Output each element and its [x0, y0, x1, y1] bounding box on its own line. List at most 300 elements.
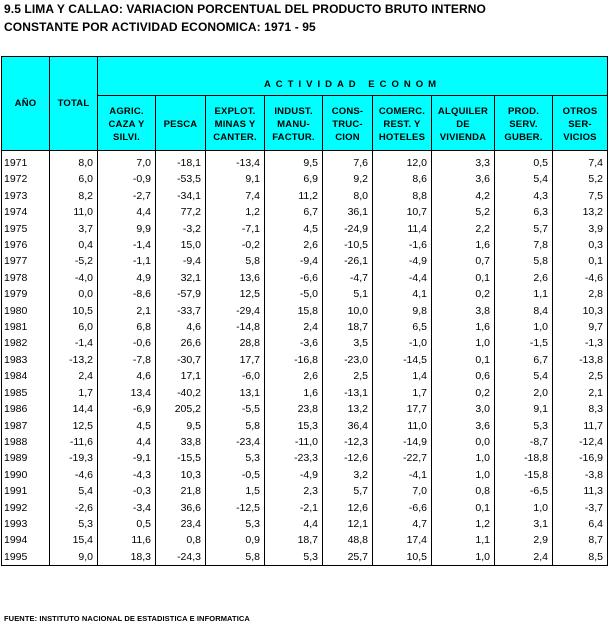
value-cell: 15,4 — [50, 532, 98, 548]
value-cell: 17,7 — [373, 401, 432, 417]
value-cell: -22,7 — [373, 450, 432, 466]
value-cell: 0,1 — [432, 352, 495, 368]
value-cell: -8,7 — [495, 434, 553, 450]
value-cell: 9,1 — [495, 401, 553, 417]
header-activity-column — [98, 96, 156, 151]
header-activity-column — [265, 96, 323, 151]
header-line: SILVI. — [113, 131, 140, 143]
value-cell: 25,7 — [323, 549, 373, 566]
value-cell: 17,7 — [206, 352, 265, 368]
value-cell: 2,4 — [50, 368, 98, 384]
year-cell: 1984 — [2, 368, 50, 384]
value-cell: 4,4 — [98, 204, 156, 220]
value-cell: 9,1 — [206, 171, 265, 187]
value-cell: 3,9 — [553, 221, 608, 237]
value-cell: 4,7 — [373, 516, 432, 532]
value-cell: 13,6 — [206, 270, 265, 286]
value-cell: 11,0 — [373, 418, 432, 434]
value-cell: -9,4 — [156, 253, 206, 269]
year-cell: 1978 — [2, 270, 50, 286]
value-cell: 5,2 — [553, 171, 608, 187]
value-cell: -16,8 — [265, 352, 323, 368]
table-row — [2, 516, 608, 532]
value-cell: 0,8 — [156, 532, 206, 548]
value-cell: -3,8 — [553, 467, 608, 483]
value-cell: -4,6 — [50, 467, 98, 483]
value-cell: -23,0 — [323, 352, 373, 368]
value-cell: 4,4 — [265, 516, 323, 532]
value-cell: 13,1 — [206, 385, 265, 401]
value-cell: 0,4 — [50, 237, 98, 253]
value-cell: -23,3 — [265, 450, 323, 466]
header-line: ALQUILER — [437, 105, 489, 117]
value-cell: 0,8 — [432, 483, 495, 499]
value-cell: -12,5 — [206, 500, 265, 516]
table-row — [2, 151, 608, 172]
value-cell: 5,4 — [50, 483, 98, 499]
value-cell: 0,5 — [98, 516, 156, 532]
year-cell: 1981 — [2, 319, 50, 335]
value-cell: -12,6 — [323, 450, 373, 466]
value-cell: 1,1 — [495, 286, 553, 302]
table-row — [2, 335, 608, 351]
value-cell: 9,2 — [323, 171, 373, 187]
year-cell: 1977 — [2, 253, 50, 269]
value-cell: 3,7 — [50, 221, 98, 237]
value-cell: 0,1 — [432, 500, 495, 516]
value-cell: 5,8 — [495, 253, 553, 269]
value-cell: 7,0 — [373, 483, 432, 499]
year-cell: 1983 — [2, 352, 50, 368]
table-row — [2, 467, 608, 483]
value-cell: -4,1 — [373, 467, 432, 483]
table-row — [2, 171, 608, 187]
value-cell: 7,6 — [323, 151, 373, 172]
value-cell: 3,0 — [432, 401, 495, 417]
value-cell: 7,4 — [206, 188, 265, 204]
value-cell: 6,5 — [373, 319, 432, 335]
header-line: VIVIENDA — [439, 131, 487, 143]
value-cell: 18,7 — [265, 532, 323, 548]
value-cell: -9,1 — [98, 450, 156, 466]
value-cell: 5,3 — [495, 418, 553, 434]
header-line: TRUC- — [332, 118, 363, 130]
header-activity-group: ACTIVIDAD ECONOM — [98, 57, 608, 96]
value-cell: -3,7 — [553, 500, 608, 516]
value-cell: -0,9 — [98, 171, 156, 187]
value-cell: 11,7 — [553, 418, 608, 434]
value-cell: -13,8 — [553, 352, 608, 368]
year-cell: 1986 — [2, 401, 50, 417]
year-cell: 1987 — [2, 418, 50, 434]
table-row — [2, 303, 608, 319]
value-cell: -6,5 — [495, 483, 553, 499]
value-cell: 2,4 — [495, 549, 553, 566]
header-line: CANTER. — [213, 131, 257, 143]
value-cell: -3,4 — [98, 500, 156, 516]
value-cell: 15,8 — [265, 303, 323, 319]
value-cell: 6,9 — [265, 171, 323, 187]
value-cell: 4,6 — [98, 368, 156, 384]
value-cell: -18,1 — [156, 151, 206, 172]
value-cell: 2,5 — [323, 368, 373, 384]
table-row — [2, 286, 608, 302]
value-cell: -24,9 — [323, 221, 373, 237]
value-cell: 23,4 — [156, 516, 206, 532]
header-year: AÑO — [2, 57, 50, 151]
value-cell: 32,1 — [156, 270, 206, 286]
value-cell: -12,4 — [553, 434, 608, 450]
table-row — [2, 319, 608, 335]
value-cell: -23,4 — [206, 434, 265, 450]
header-activity-column — [553, 96, 608, 151]
value-cell: 3,8 — [432, 303, 495, 319]
value-cell: 21,8 — [156, 483, 206, 499]
table-row — [2, 450, 608, 466]
value-cell: -1,4 — [98, 237, 156, 253]
value-cell: -7,8 — [98, 352, 156, 368]
value-cell: 2,1 — [553, 385, 608, 401]
value-cell: 17,1 — [156, 368, 206, 384]
value-cell: -30,7 — [156, 352, 206, 368]
value-cell: 10,5 — [373, 549, 432, 566]
header-line: REST. Y — [383, 118, 421, 130]
value-cell: 10,0 — [323, 303, 373, 319]
value-cell: -4,0 — [50, 270, 98, 286]
value-cell: 5,3 — [206, 450, 265, 466]
header-total: TOTAL — [50, 57, 98, 151]
value-cell: 23,8 — [265, 401, 323, 417]
value-cell: 1,7 — [373, 385, 432, 401]
value-cell: 15,0 — [156, 237, 206, 253]
value-cell: 5,3 — [206, 516, 265, 532]
value-cell: 11,4 — [373, 221, 432, 237]
value-cell: 11,2 — [265, 188, 323, 204]
value-cell: -5,2 — [50, 253, 98, 269]
value-cell: 11,0 — [50, 204, 98, 220]
value-cell: 4,1 — [373, 286, 432, 302]
value-cell: 0,2 — [432, 286, 495, 302]
value-cell: 8,7 — [553, 532, 608, 548]
table-row — [2, 237, 608, 253]
value-cell: -10,5 — [323, 237, 373, 253]
value-cell: 33,8 — [156, 434, 206, 450]
value-cell: -57,9 — [156, 286, 206, 302]
value-cell: 0,5 — [495, 151, 553, 172]
table-title: 9.5 LIMA Y CALLAO: VARIACION PORCENTUAL DEL PRODUCTO BRUTO INTERNO — [4, 2, 486, 16]
header-activity-column — [495, 96, 553, 151]
value-cell: 18,3 — [98, 549, 156, 566]
value-cell: 6,0 — [50, 171, 98, 187]
header-activity-column — [156, 96, 206, 151]
year-cell: 1994 — [2, 532, 50, 548]
year-cell: 1990 — [2, 467, 50, 483]
value-cell: 9,7 — [553, 319, 608, 335]
pbi-variation-table — [1, 56, 608, 566]
header-line: MINAS Y — [214, 118, 256, 130]
header-line: OTROS — [562, 105, 598, 117]
value-cell: 2,0 — [495, 385, 553, 401]
value-cell: 10,3 — [156, 467, 206, 483]
year-cell: 1988 — [2, 434, 50, 450]
header-line: GUBER. — [504, 131, 543, 143]
value-cell: 2,4 — [265, 319, 323, 335]
source-note: FUENTE: INSTITUTO NACIONAL DE ESTADISTICA E INFORMATICA — [4, 614, 250, 623]
value-cell: 2,3 — [265, 483, 323, 499]
value-cell: -4,3 — [98, 467, 156, 483]
value-cell: 3,6 — [432, 171, 495, 187]
value-cell: -24,3 — [156, 549, 206, 566]
value-cell: -2,6 — [50, 500, 98, 516]
value-cell: -0,5 — [206, 467, 265, 483]
value-cell: -6,0 — [206, 368, 265, 384]
value-cell: 12,6 — [323, 500, 373, 516]
value-cell: 11,3 — [553, 483, 608, 499]
header-line: EXPLOT. — [214, 105, 256, 117]
value-cell: 12,5 — [50, 418, 98, 434]
value-cell: -16,9 — [553, 450, 608, 466]
value-cell: -33,7 — [156, 303, 206, 319]
year-cell: 1993 — [2, 516, 50, 532]
year-cell: 1989 — [2, 450, 50, 466]
value-cell: -3,2 — [156, 221, 206, 237]
value-cell: 17,4 — [373, 532, 432, 548]
value-cell: -4,9 — [265, 467, 323, 483]
value-cell: 6,8 — [98, 319, 156, 335]
value-cell: -1,4 — [50, 335, 98, 351]
header-line: COMERC. — [378, 105, 426, 117]
value-cell: 8,6 — [373, 171, 432, 187]
table-row — [2, 500, 608, 516]
value-cell: -19,3 — [50, 450, 98, 466]
year-cell: 1973 — [2, 188, 50, 204]
value-cell: 5,4 — [495, 171, 553, 187]
value-cell: 48,8 — [323, 532, 373, 548]
value-cell: -14,9 — [373, 434, 432, 450]
value-cell: 2,1 — [98, 303, 156, 319]
value-cell: 1,6 — [432, 237, 495, 253]
table-row — [2, 270, 608, 286]
table-row — [2, 549, 608, 566]
year-cell: 1979 — [2, 286, 50, 302]
value-cell: 1,5 — [206, 483, 265, 499]
value-cell: 12,1 — [323, 516, 373, 532]
value-cell: 1,6 — [432, 319, 495, 335]
value-cell: -1,6 — [373, 237, 432, 253]
value-cell: 7,8 — [495, 237, 553, 253]
value-cell: 5,8 — [206, 253, 265, 269]
value-cell: 14,4 — [50, 401, 98, 417]
value-cell: 2,2 — [432, 221, 495, 237]
value-cell: 5,4 — [495, 368, 553, 384]
value-cell: -11,6 — [50, 434, 98, 450]
table-row — [2, 401, 608, 417]
value-cell: -4,4 — [373, 270, 432, 286]
value-cell: 4,5 — [98, 418, 156, 434]
value-cell: 15,3 — [265, 418, 323, 434]
value-cell: 3,3 — [432, 151, 495, 172]
value-cell: 13,2 — [323, 401, 373, 417]
value-cell: 12,0 — [373, 151, 432, 172]
value-cell: 0,3 — [553, 237, 608, 253]
table-row — [2, 532, 608, 548]
value-cell: 5,7 — [323, 483, 373, 499]
year-cell: 1995 — [2, 549, 50, 566]
value-cell: 9,5 — [265, 151, 323, 172]
value-cell: 2,9 — [495, 532, 553, 548]
value-cell: 6,7 — [495, 352, 553, 368]
value-cell: -13,2 — [50, 352, 98, 368]
value-cell: 0,0 — [50, 286, 98, 302]
year-cell: 1971 — [2, 151, 50, 172]
value-cell: 2,8 — [553, 286, 608, 302]
value-cell: 3,1 — [495, 516, 553, 532]
value-cell: 11,6 — [98, 532, 156, 548]
value-cell: -34,1 — [156, 188, 206, 204]
header-line: MANU- — [277, 118, 310, 130]
table-row — [2, 385, 608, 401]
value-cell: -1,3 — [553, 335, 608, 351]
value-cell: 1,0 — [495, 500, 553, 516]
value-cell: 1,0 — [432, 467, 495, 483]
value-cell: 7,4 — [553, 151, 608, 172]
value-cell: -8,6 — [98, 286, 156, 302]
value-cell: 1,0 — [432, 335, 495, 351]
value-cell: 4,4 — [98, 434, 156, 450]
value-cell: -18,8 — [495, 450, 553, 466]
header-line: CAZA Y — [108, 118, 145, 130]
value-cell: -15,5 — [156, 450, 206, 466]
value-cell: 1,6 — [265, 385, 323, 401]
header-activity-column — [206, 96, 265, 151]
year-cell: 1992 — [2, 500, 50, 516]
value-cell: 28,8 — [206, 335, 265, 351]
value-cell: 5,8 — [206, 418, 265, 434]
year-cell: 1976 — [2, 237, 50, 253]
header-line: CONS- — [331, 105, 364, 117]
value-cell: 9,8 — [373, 303, 432, 319]
value-cell: 4,5 — [265, 221, 323, 237]
value-cell: -0,3 — [98, 483, 156, 499]
value-cell: 8,8 — [373, 188, 432, 204]
header-line: SER- — [568, 118, 592, 130]
value-cell: 5,3 — [50, 516, 98, 532]
value-cell: 9,5 — [156, 418, 206, 434]
value-cell: 6,3 — [495, 204, 553, 220]
value-cell: -12,3 — [323, 434, 373, 450]
value-cell: 2,6 — [265, 237, 323, 253]
value-cell: 9,0 — [50, 549, 98, 566]
value-cell: 4,2 — [432, 188, 495, 204]
year-cell: 1974 — [2, 204, 50, 220]
value-cell: -6,6 — [373, 500, 432, 516]
value-cell: 5,1 — [323, 286, 373, 302]
value-cell: 18,7 — [323, 319, 373, 335]
value-cell: -13,1 — [323, 385, 373, 401]
value-cell: -5,0 — [265, 286, 323, 302]
value-cell: 1,2 — [206, 204, 265, 220]
header-line: DE — [456, 118, 470, 130]
table-row — [2, 204, 608, 220]
year-cell: 1982 — [2, 335, 50, 351]
value-cell: -7,1 — [206, 221, 265, 237]
value-cell: -2,7 — [98, 188, 156, 204]
value-cell: 8,0 — [50, 151, 98, 172]
value-cell: 2,6 — [495, 270, 553, 286]
value-cell: 1,1 — [432, 532, 495, 548]
table-row — [2, 221, 608, 237]
value-cell: 5,7 — [495, 221, 553, 237]
table-row — [2, 418, 608, 434]
value-cell: -4,7 — [323, 270, 373, 286]
value-cell: 0,9 — [206, 532, 265, 548]
value-cell: -13,4 — [206, 151, 265, 172]
year-cell: 1991 — [2, 483, 50, 499]
value-cell: 10,7 — [373, 204, 432, 220]
value-cell: 6,4 — [553, 516, 608, 532]
table-row — [2, 188, 608, 204]
value-cell: 36,4 — [323, 418, 373, 434]
value-cell: -14,8 — [206, 319, 265, 335]
header-line: HOTELES — [378, 131, 426, 143]
value-cell: 8,5 — [553, 549, 608, 566]
value-cell: 8,4 — [495, 303, 553, 319]
value-cell: 4,6 — [156, 319, 206, 335]
value-cell: -0,2 — [206, 237, 265, 253]
value-cell: 5,8 — [206, 549, 265, 566]
value-cell: -5,5 — [206, 401, 265, 417]
value-cell: -53,5 — [156, 171, 206, 187]
value-cell: -29,4 — [206, 303, 265, 319]
value-cell: 1,0 — [432, 549, 495, 566]
value-cell: -4,6 — [553, 270, 608, 286]
table-row — [2, 352, 608, 368]
value-cell: 2,6 — [265, 368, 323, 384]
value-cell: -4,9 — [373, 253, 432, 269]
value-cell: 0,1 — [553, 253, 608, 269]
value-cell: 10,5 — [50, 303, 98, 319]
header-line: CION — [335, 131, 360, 143]
value-cell: 4,9 — [98, 270, 156, 286]
header-line: VICIOS — [563, 131, 597, 143]
value-cell: 12,5 — [206, 286, 265, 302]
value-cell: -6,6 — [265, 270, 323, 286]
value-cell: 3,6 — [432, 418, 495, 434]
value-cell: -3,6 — [265, 335, 323, 351]
value-cell: 0,1 — [432, 270, 495, 286]
value-cell: 5,3 — [265, 549, 323, 566]
value-cell: 2,5 — [553, 368, 608, 384]
value-cell: 13,2 — [553, 204, 608, 220]
value-cell: 26,6 — [156, 335, 206, 351]
value-cell: 0,0 — [432, 434, 495, 450]
value-cell: 8,2 — [50, 188, 98, 204]
value-cell: 10,3 — [553, 303, 608, 319]
value-cell: 205,2 — [156, 401, 206, 417]
value-cell: 0,2 — [432, 385, 495, 401]
value-cell: 6,7 — [265, 204, 323, 220]
value-cell: 1,0 — [495, 319, 553, 335]
header-activity-column — [323, 96, 373, 151]
value-cell: 4,3 — [495, 188, 553, 204]
header-line: PESCA — [163, 118, 198, 130]
value-cell: 6,0 — [50, 319, 98, 335]
value-cell: 1,0 — [432, 450, 495, 466]
header-line: FACTUR. — [272, 131, 315, 143]
value-cell: 1,7 — [50, 385, 98, 401]
header-line: PROD. — [507, 105, 540, 117]
value-cell: 0,7 — [432, 253, 495, 269]
